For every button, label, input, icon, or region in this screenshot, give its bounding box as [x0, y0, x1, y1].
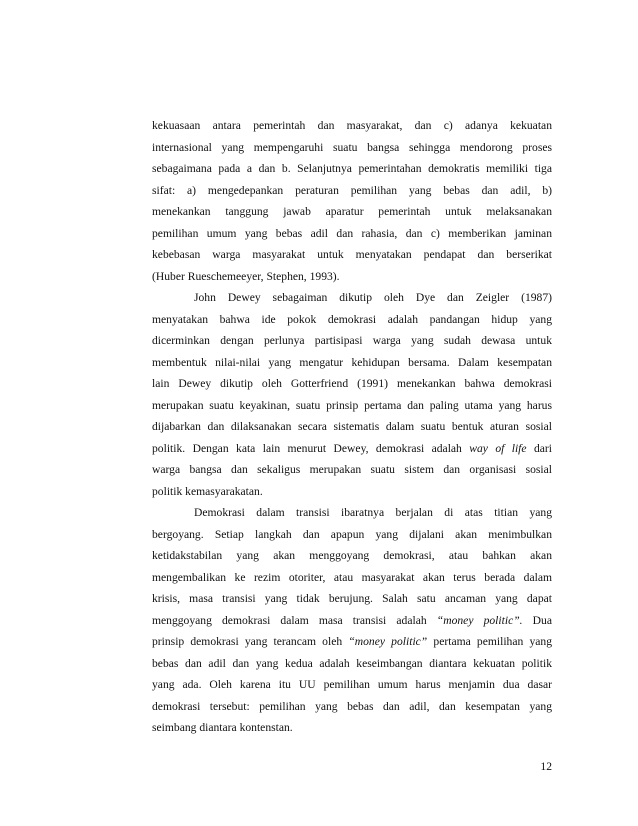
- text-line: [152, 287, 552, 309]
- text-segment: pemilihan umum yang bebas adil dan rahasia, dan c) memberikan jaminan: [152, 226, 552, 240]
- page-number: 12: [540, 760, 552, 773]
- text-line: [152, 416, 552, 438]
- text-line: [152, 674, 552, 696]
- text-line: [152, 309, 552, 331]
- text-segment: (Huber Rueschemeeyer, Stephen, 1993).: [152, 269, 340, 283]
- text-segment: menekankan tanggung jawab aparatur pemerintah untuk melaksanakan: [152, 205, 552, 218]
- text-line: [152, 438, 552, 460]
- text-segment: bergoyang. Setiap langkah dan apapun yang dijalani akan menimbulkan: [152, 527, 552, 541]
- text-line: [152, 352, 552, 374]
- text-segment: sebagaimana pada a dan b. Selanjutnya pemerintahan demokratis memiliki tiga: [152, 162, 552, 175]
- text-line: [152, 244, 552, 266]
- text-line: [152, 717, 552, 739]
- text-segment: dicerminkan dengan perlunya partisipasi warga yang sudah dewasa untuk: [152, 334, 552, 347]
- text-line: [152, 481, 552, 503]
- text-segment: John Dewey sebagaiman dikutip oleh Dye dan Zeigler (1987): [194, 291, 552, 304]
- text-segment: yang ada. Oleh karena itu UU pemilihan umum harus menjamin dua dasar: [152, 678, 552, 691]
- text-segment: dari: [526, 441, 552, 455]
- text-line: [152, 631, 552, 653]
- text-line: [152, 137, 552, 159]
- text-segment: menyatakan bahwa ide pokok demokrasi adalah pandangan hidup yang: [152, 312, 552, 326]
- text-segment: bebas dan adil dan yang kedua adalah keseimbangan diantara kekuatan politik: [152, 656, 552, 670]
- text-segment: mengembalikan ke rezim otoriter, atau masyarakat akan terus berada dalam: [152, 570, 552, 584]
- text-segment: kebebasan warga masyarakat untuk menyatakan pendapat dan berserikat: [152, 248, 552, 261]
- text-segment: lain Dewey dikutip oleh Gotterfriend (1991) menekankan bahwa demokrasi: [152, 377, 552, 390]
- text-segment: warga bangsa dan sekaligus merupakan suatu sistem dan organisasi sosial: [152, 463, 552, 476]
- text-segment: politik. Dengan kata lain menurut Dewey, demokrasi adalah: [152, 441, 470, 455]
- text-line: [152, 588, 552, 610]
- text-line: [152, 395, 552, 417]
- text-line: [152, 158, 552, 180]
- italic-text: way of life: [469, 441, 527, 455]
- text-line: [152, 545, 552, 567]
- text-line: [152, 502, 552, 524]
- text-line: [152, 223, 552, 245]
- text-segment: dijabarkan dan dilaksanakan secara sistematis dalam suatu bentuk aturan sosial: [152, 420, 552, 433]
- text-line: [152, 373, 552, 395]
- text-line: [152, 459, 552, 481]
- text-line: [152, 696, 552, 718]
- text-line: [152, 330, 552, 352]
- text-segment: seimbang diantara kontenstan.: [152, 721, 293, 734]
- text-segment: prinsip demokrasi yang terancam oleh: [152, 635, 349, 648]
- text-segment: merupakan suatu keyakinan, suatu prinsip pertama dan paling utama yang harus: [152, 398, 552, 412]
- text-segment: ketidakstabilan yang akan menggoyang demokrasi, atau bahkan akan: [152, 549, 552, 562]
- text-line: [152, 180, 552, 202]
- italic-text: “money politic”: [348, 635, 428, 648]
- text-segment: pertama pemilihan yang: [427, 635, 552, 648]
- text-line: [152, 266, 552, 288]
- text-segment: Demokrasi dalam transisi ibaratnya berjalan di atas titian yang: [194, 506, 552, 519]
- text-line: [152, 610, 552, 632]
- text-segment: Dua: [522, 613, 552, 627]
- text-line: [152, 115, 552, 137]
- text-line: [152, 524, 552, 546]
- text-line: [152, 653, 552, 675]
- text-line: [152, 567, 552, 589]
- text-segment: demokrasi tersebut: pemilihan yang bebas dan adil, dan kesempatan yang: [152, 699, 552, 713]
- text-segment: internasional yang mempengaruhi suatu bangsa sehingga mendorong proses: [152, 140, 552, 154]
- text-segment: politik kemasyarakatan.: [152, 484, 263, 498]
- text-line: [152, 201, 552, 223]
- text-segment: sifat: a) mengedepankan peraturan pemilihan yang bebas dan adil, b): [152, 183, 552, 197]
- italic-text: “money politic”.: [436, 613, 523, 627]
- text-segment: krisis, masa transisi yang tidak berujung. Salah satu ancaman yang dapat: [152, 592, 552, 605]
- text-segment: membentuk nilai-nilai yang mengatur kehidupan bersama. Dalam kesempatan: [152, 355, 552, 369]
- text-segment: kekuasaan antara pemerintah dan masyarakat, dan c) adanya kekuatan: [152, 119, 552, 132]
- text-segment: menggoyang demokrasi dalam masa transisi adalah: [152, 613, 437, 627]
- body-text: [152, 115, 552, 739]
